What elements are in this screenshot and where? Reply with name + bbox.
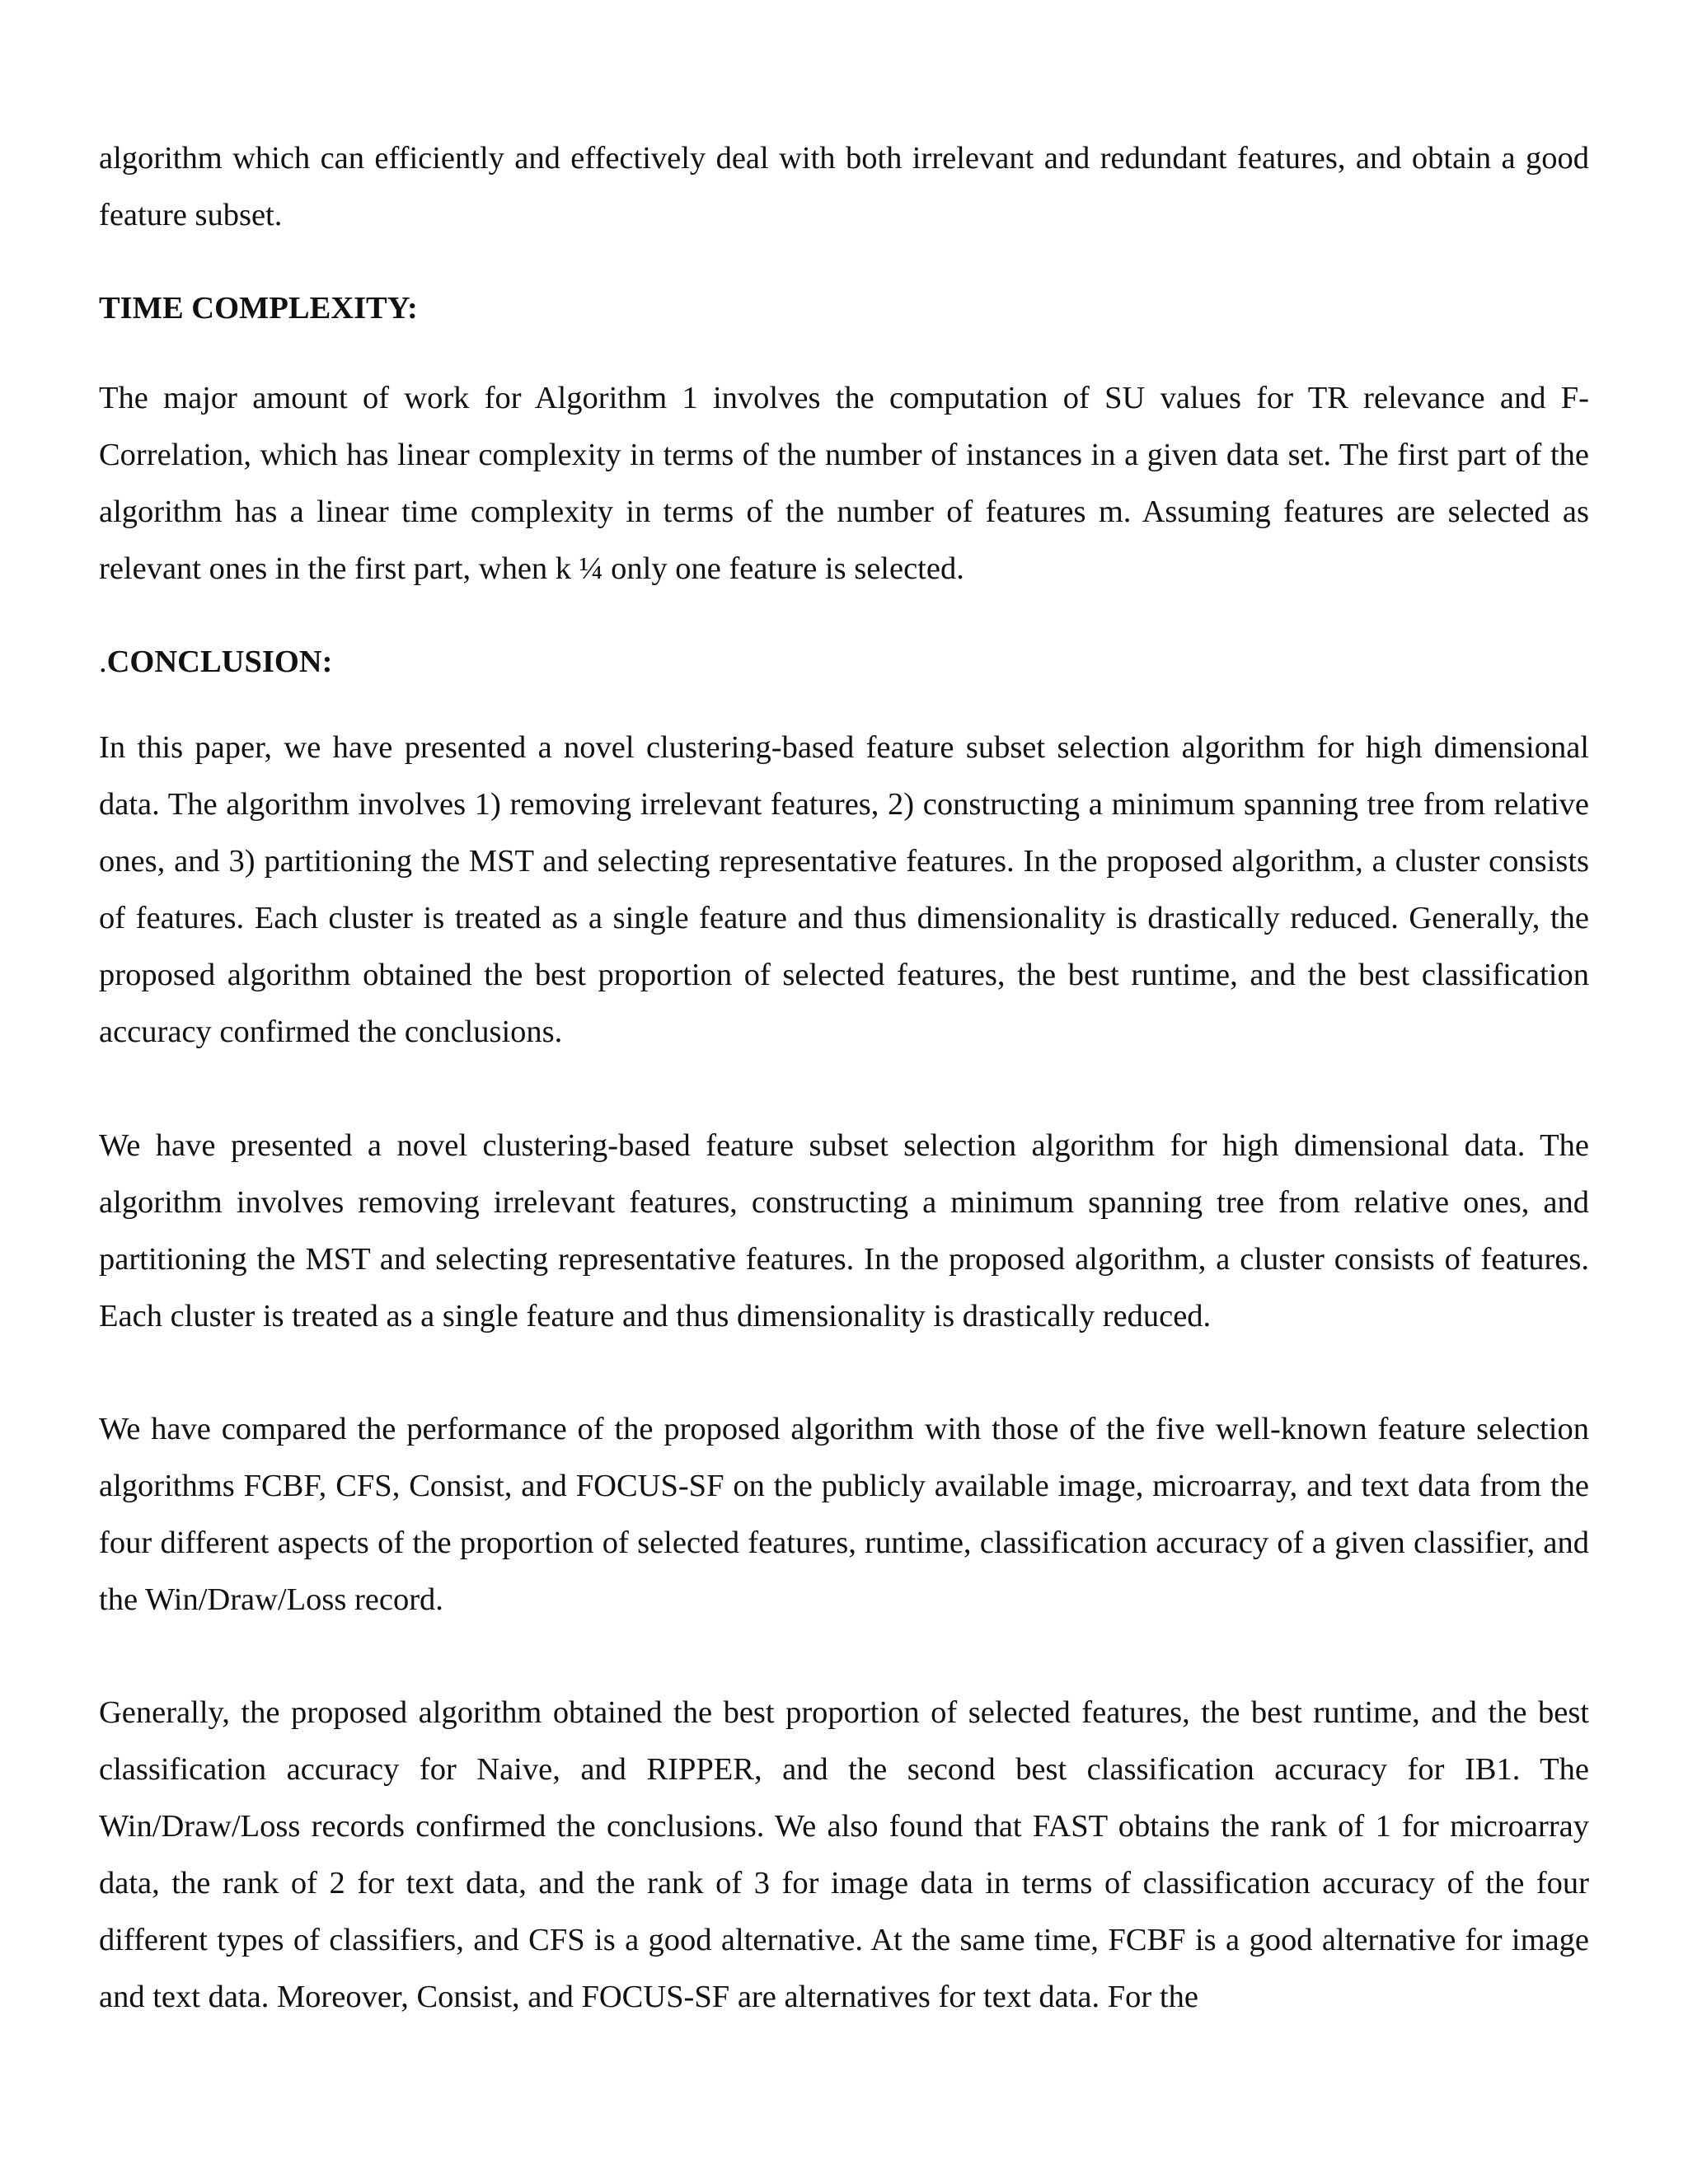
document-page	[99, 130, 1589, 2026]
conclusion-paragraph-1: In this paper, we have presented a novel clustering-based feature subset selection algorithm for high dimensional data. The algorithm involves 1) removing irrelevant features, 2) constructing a minimum spanning tree from relative ones, and 3) partitioning the MST and selecting representative features. In the proposed algorithm, a cluster consists of features. Each cluster is treated as a single feature and thus dimensionality is drastically reduced. Generally, the proposed algorithm obtained the best proportion of selected features, the best runtime, and the best classification accuracy confirmed the conclusions.	[99, 730, 1589, 1049]
spacer	[99, 1629, 1589, 1685]
conclusion-paragraph-3: We have compared the performance of the proposed algorithm with those of the five well-known feature selection algorithms FCBF, CFS, Consist, and FOCUS-SF on the publicly available image, microarray, and text data from the four different aspects of the proportion of selected features, runtime, classification accuracy of a given classifier, and the Win/Draw/Loss record.	[99, 1412, 1589, 1617]
spacer	[99, 1061, 1589, 1118]
time-complexity-paragraph: The major amount of work for Algorithm 1 involves the computation of SU values for TR relevance and F-Correlation, which has linear complexity in terms of the number of instances in a given data set. The first part of the algorithm has a linear time complexity in terms of the number of features m. Assuming features are selected as relevant ones in the first part, when k ¼ only one feature is selected.	[99, 381, 1589, 586]
conclusion-heading-prefix: .	[99, 644, 107, 679]
spacer	[99, 691, 1589, 719]
spacer	[99, 244, 1589, 280]
conclusion-heading	[99, 634, 1589, 691]
spacer	[99, 1345, 1589, 1401]
conclusion-heading-text: CONCLUSION:	[106, 644, 333, 679]
conclusion-paragraph-4: Generally, the proposed algorithm obtained the best proportion of selected features, the best runtime, and the best classification accuracy for Naive, and RIPPER, and the second best classification accuracy for IB1. The Win/Draw/Loss records confirmed the conclusions. We also found that FAST obtains the rank of 1 for microarray data, the rank of 2 for text data, and the rank of 3 for image data in terms of classification accuracy of the four different types of classifiers, and CFS is a good alternative. At the same time, FCBF is a good alternative for image and text data. Moreover, Consist, and FOCUS-SF are alternatives for text data. For the	[99, 1695, 1589, 2014]
spacer	[99, 337, 1589, 370]
time-complexity-heading: TIME COMPLEXITY:	[99, 291, 418, 326]
intro-paragraph: algorithm which can efficiently and effectively deal with both irrelevant and redundant features, and obtain a good feature subset.	[99, 141, 1589, 232]
conclusion-paragraph-2: We have presented a novel clustering-based feature subset selection algorithm for high dimensional data. The algorithm involves removing irrelevant features, constructing a minimum spanning tree from relative ones, and partitioning the MST and selecting representative features. In the proposed algorithm, a cluster consists of features. Each cluster is treated as a single feature and thus dimensionality is drastically reduced.	[99, 1128, 1589, 1333]
spacer	[99, 598, 1589, 634]
